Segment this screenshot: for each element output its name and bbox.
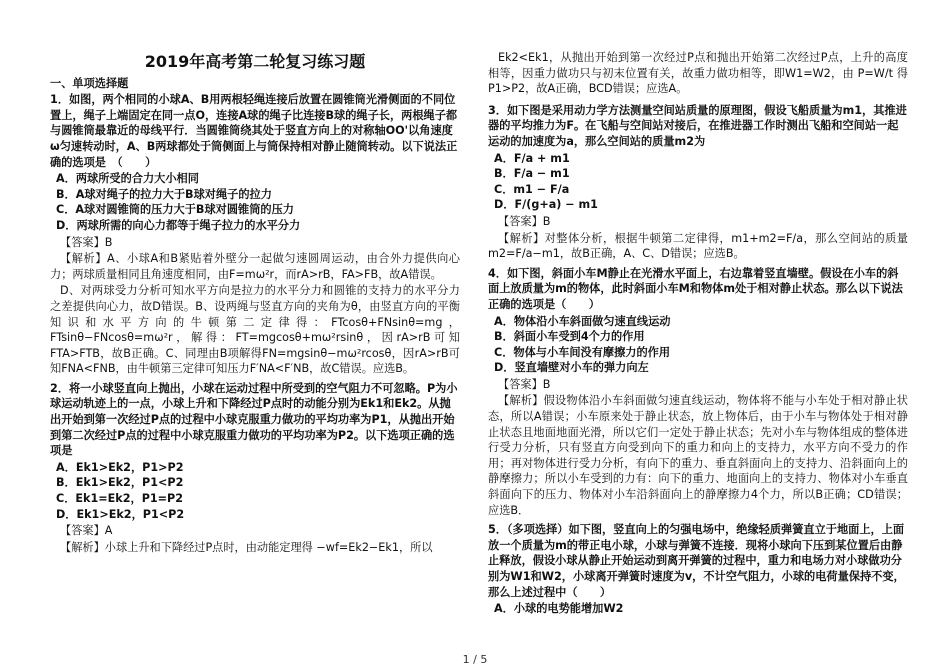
q2-option-c: C．Ek1=Ek2，P1=P2 bbox=[56, 492, 184, 506]
q4-explain: 【解析】假设物体沿小车斜面做匀速直线运动，物体将不能与小车处于相对静止状态，所以A错误；小车原来处于静止状态，放上物体后，由于小车与物体处于相对静止状态且地面地面光滑，所以它们一定处于静止状态；先对小车与物体组成的整体进行受力分析，只有竖直方向受到向下的重力和向上的支持力，水平方向不受力的作用；再对物体进行受力分析，有向下的重力、垂直斜面向上的支持力、沿斜面向上的静摩擦力；所以小车受到的力有：向下的重力、地面向上的支持力、物体对小车垂直斜面向下的压力、物体对小车沿斜面向上的静摩擦力4个力，所以B正确；CD错误；应选B． bbox=[488, 394, 908, 517]
q3-option-b: B．F/a − m1 bbox=[494, 167, 570, 181]
q3-option-c: C．m1 − F/a bbox=[494, 182, 570, 196]
q1-option-d: D．两球所需的向心力都等于绳子拉力的水平分力 bbox=[56, 218, 301, 232]
q2-option-d: D．Ek1>Ek2，P1<P2 bbox=[56, 507, 185, 521]
question-1: 1．如图，两个相同的小球A、B用两根轻绳连接后放置在圆锥筒光滑侧面的不同位置上，绳子上端固定在同一点O，连接A球的绳子比连接B球的绳子长，两根绳子都与圆锥筒最靠近的母线平行．当圆锥筒绕其处于竖直方向上的对称轴OO'以角速度ω匀速转动时，A、B两球都处于筒侧面上与筒保持相对静止随筒转动。以下说法正确的选项是 （ ） bbox=[50, 93, 458, 169]
q2-option-a: A．Ek1>Ek2，P1>P2 bbox=[56, 460, 184, 474]
q4-option-c: C．物体与小车间没有摩擦力的作用 bbox=[494, 345, 671, 359]
q3-option-a: A．F/a + m1 bbox=[494, 151, 570, 165]
q3-option-d: D．F/(g+a) − m1 bbox=[494, 198, 598, 212]
section-heading: 一、单项选择题 bbox=[50, 76, 129, 90]
q4-answer: 【答案】B bbox=[498, 377, 551, 391]
q1-option-a: A．两球所受的合力大小相同 bbox=[56, 172, 199, 186]
q5-option-a: A．小球的电势能增加W2 bbox=[494, 602, 624, 616]
question-5: 5．（多项选择）如下图，竖直向上的匀强电场中，绝缘轻质弹簧直立于地面上，上面放一个质量为m的带正电小球，小球与弹簧不连接．现将小球向下压到某位置后由静止释放，假设小球从静止开始运动到离开弹簧的过程中，重力和电场力对小球做功分别为W1和W2，小球离开弹簧时速度为v，不计空气阻力，小球的电荷量保持不变，那么上述过程中（ ） bbox=[488, 523, 905, 599]
page-number: 1 / 5 bbox=[462, 653, 488, 666]
q1-option-c: C．A球对圆锥筒的压力大于B球对圆锥筒的压力 bbox=[56, 203, 294, 217]
q4-option-d: D．竖直墙壁对小车的弹力向左 bbox=[494, 361, 649, 375]
q3-explain: 【解析】对整体分析，根据牛顿第二定律得，m1+m2=F/a，那么空间站的质量m2=F/a−m1，故B正确，A、C、D错误；应选B。 bbox=[488, 231, 908, 261]
right-column bbox=[488, 0, 908, 617]
q1-explain-1: 【解析】A、小球A和B紧贴着外壁分一起做匀速圆周运动，由合外力提供向心力；两球质量相同且角速度相同，由F=mω²r，而rA>rB，FA>FB，故A错误。 bbox=[50, 252, 460, 281]
q2-option-b: B．Ek1>Ek2，P1<P2 bbox=[56, 476, 184, 490]
question-2: 2．将一小球竖直向上抛出，小球在运动过程中所受到的空气阻力不可忽略。P为小球运动轨迹上的一点，小球上升和下降经过P点时的动能分别为Ek1和Ek2。从抛出开始到第一次经过P点的过程中小球克服重力做功的平均功率为P1，从抛出开始到第二次经过P点的过程中小球克服重力做功的平均功率为P2。以下选项正确的选项是 bbox=[50, 381, 458, 458]
q1-answer: 【答案】B bbox=[60, 235, 113, 249]
q4-option-a: A．物体沿小车斜面做匀速直线运动 bbox=[494, 314, 671, 328]
q3-answer: 【答案】B bbox=[498, 214, 551, 228]
q2-explain-cont: Ek2<Ek1，从抛出开始到第一次经过P点和抛出开始第二次经过P点，上升的高度相等，因重力做功只与初末位置有关，故重力做功相等，即W1=W2，由 P=W/t 得P1>P2，故A正确，BCD错误；应选A。 bbox=[488, 51, 908, 96]
q2-answer: 【答案】A bbox=[60, 524, 113, 538]
question-4: 4．如下图，斜面小车M静止在光滑水平面上，右边靠着竖直墙壁。假设在小车的斜面上放质量为m的物体，此时斜面小车M和物体m处于相对静止状态。那么以下说法正确的选项是（ ） bbox=[488, 266, 903, 311]
q1-explain-2: D、对两球受力分析可知水平方向是拉力的水平分力和圆锥的支持力的水平分力之差提供向心力，故D错误。B、设两绳与竖直方向的夹角为θ，由竖直方向的平衡知识和水平方向的牛顿第二定律得：FTcosθ+FNsinθ=mg，FTsinθ−FNcosθ=mω²r，解得：FT=mgcosθ+mω²rsinθ，因rA>rB可知FTA>FTB，故B正确。C、同理由B项解得FN=mgsinθ−mω²rcosθ，因rA>rB可知FNA<FNB，由牛顿第三定律可知压力F′NA<F′NB，故C错误。应选B。 bbox=[50, 284, 460, 376]
q1-option-b: B．A球对绳子的拉力大于B球对绳子的拉力 bbox=[56, 187, 272, 201]
q2-explain: 【解析】小球上升和下降经过P点时，由动能定理得 −wf=Ek2−Ek1，所以 bbox=[60, 540, 433, 554]
question-3: 3．如下图是采用动力学方法测量空间站质量的原理图，假设飞船质量为m1，其推进器的平均推力为F。在飞船与空间站对接后，在推进器工作时测出飞船和空间站一起运动的加速度为a，那么空间站的质量m2为 bbox=[488, 103, 907, 148]
q4-option-b: B．斜面小车受到4个力的作用 bbox=[494, 330, 645, 344]
page-title: 2019年高考第二轮复习练习题 bbox=[144, 52, 366, 71]
left-column bbox=[50, 0, 460, 556]
